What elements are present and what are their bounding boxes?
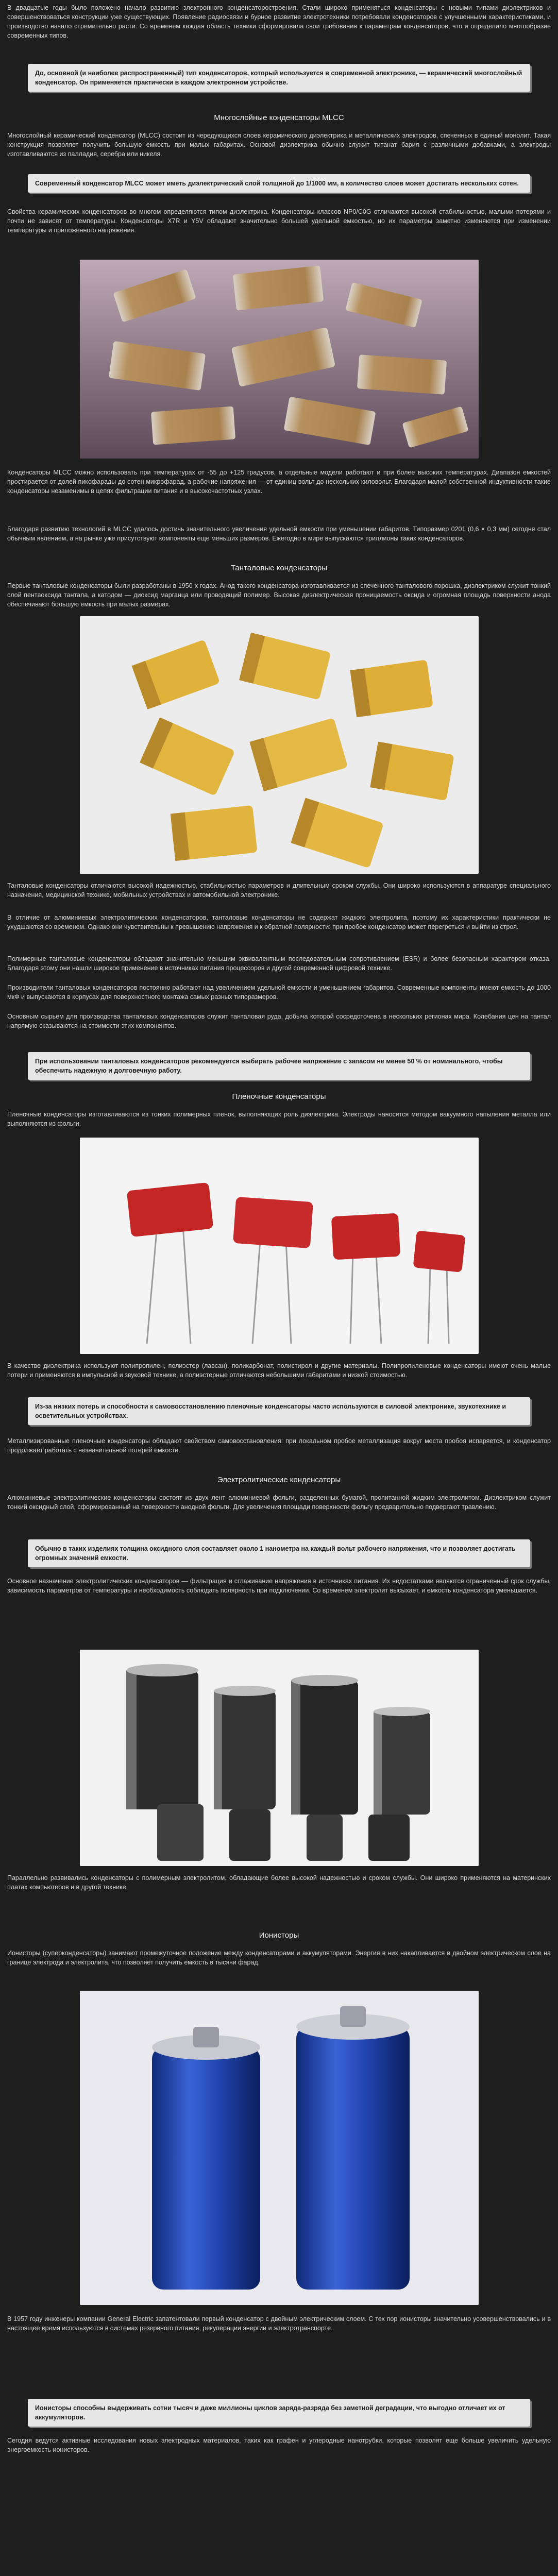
- mlcc-callout: Современный конденсатор MLCC может иметь диэлектрический слой толщиной до 1/1000 мм, а количество слоев может достигать нескольких сотен.: [28, 174, 530, 193]
- film-text-1: [7, 1110, 551, 1131]
- tantalum-text-2: [7, 881, 551, 913]
- tantalum-text-5: [7, 983, 551, 1012]
- mlcc-text-4: [7, 524, 551, 553]
- electrolytic-paragraph-1: Алюминиевые электролитические конденсаторы состоят из двух лент алюминиевой фольги, разделенных бумагой, пропитанной жидким электролитом. Диэлектриком служит тонкий оксидный слой, сформированный на поверхности анодной фольги. Для увеличения площади поверхности фольгу предварительно подвергают травлению.: [7, 1494, 551, 1511]
- mlcc-paragraph-2: Свойства керамических конденсаторов во многом определяются типом диэлектрика. Конденсаторы классов NP0/C0G отличаются высокой стабильностью, малыми потерями и почти не зависят от температуры. Конденсаторы X7R и Y5V обладают значительно большей удельной емкостью, но их параметры заметно изменяются при изменении температуры и приложенного напряжения.: [7, 208, 551, 234]
- section-title-tantalum: Танталовые конденсаторы: [230, 564, 328, 573]
- film-paragraph-2: В качестве диэлектрика используют полипропилен, полиэстер (лавсан), поликарбонат, полистирол и другие материалы. Полипропиленовые конденсаторы имеют очень малые потери и применяются в импульсной и звуковой технике, а полиэстерные отличаются небольшими габаритами и низкой стоимостью.: [7, 1362, 551, 1379]
- electrolytic-text-3: [7, 1873, 551, 1921]
- mlcc-capacitors-photo: [80, 260, 479, 459]
- section-title-electrolytic: Электролитические конденсаторы: [217, 1476, 341, 1485]
- tantalum-paragraph-4: Полимерные танталовые конденсаторы обладают значительно меньшим эквивалентным последовательным сопротивлением (ESR) и более безопасным характером отказа. Благодаря этому они нашли широкое применение в источниках питания процессоров и другой современной цифровой технике.: [7, 955, 551, 972]
- intro-block: [7, 3, 551, 53]
- tantalum-paragraph-6: Основным сырьем для производства танталовых конденсаторов служит танталовая руда, добыча которой сосредоточена в нескольких регионах мира. Колебания цен на тантал напрямую сказываются на стоимости этих компонентов.: [7, 1012, 551, 1029]
- tantalum-text-3: [7, 913, 551, 954]
- mlcc-paragraph-4: Благодаря развитию технологий в MLCC удалось достичь значительного увеличения удельной емкости при уменьшении габаритов. Типоразмер 0201 (0,6 × 0,3 мм) сегодня стал обычным явлением, а на рынке уже присутствуют компоненты еще меньших размеров. Ежегодно в мире выпускаются триллионы таких конденсаторов.: [7, 526, 551, 543]
- ionistors-text-1: [7, 1948, 551, 1985]
- tantalum-text-6: [7, 1012, 551, 1045]
- ionistors-paragraph-2: В 1957 году инженеры компании General Electric запатентовали первый конденсатор с двойным электрическим слоем. С тех пор ионисторы значительно усовершенствовались и в настоящее время используются в системах резервного питания, рекуперации энергии и электротранспорте.: [7, 2315, 551, 2332]
- tantalum-text-1: [7, 581, 551, 610]
- electrolytic-text-1: [7, 1493, 551, 1532]
- ionistors-text-3: [7, 2436, 551, 2493]
- tantalum-paragraph-1: Первые танталовые конденсаторы были разработаны в 1950-х годах. Анод такого конденсатора изготавливается из спеченного танталового порошка, диэлектриком служит тонкий слой пентаоксида тантала, а катодом — диоксид марганца или проводящий полимер. Высокая диэлектрическая проницаемость оксида и огромная площадь поверхности анода обеспечивают большую емкость при малых размерах.: [7, 582, 551, 608]
- tantalum-capacitors-photo: [80, 616, 479, 874]
- intro-callout: До, основной (и наиболее распространенный) тип конденсаторов, который используется в современной электронике, — керамический многослойный конденсатор. Он применяется практически в каждом электронном устройстве.: [28, 64, 530, 92]
- film-capacitors-photo: [80, 1138, 479, 1354]
- intro-paragraph: В двадцатые годы было положено начало развитию электронного конденсаторостроения. Стали широко применяться конденсаторы с новыми типами диэлектриков и совершенствоваться конструкции уже существующих. Появление радиосвязи и бурное развитие электротехники потребовали конденсаторов с улучшенными характеристиками, и производство начало стремительно расти. Со временем каждая область техники сформировала свои требования к параметрам конденсаторов, что и определило многообразие современных типов.: [7, 4, 551, 40]
- supercapacitors-photo: [80, 1991, 479, 2305]
- mlcc-text-3: [7, 468, 551, 524]
- film-text-2: [7, 1361, 551, 1390]
- mlcc-paragraph-3: Конденсаторы MLCC можно использовать при температурах от -55 до +125 градусов, а отдельные модели работают и при более высоких температурах. Диапазон емкостей простирается от долей пикофарады до сотен микрофарад, а рабочие напряжения — от единиц вольт до нескольких киловольт. Благодаря малой собственной индуктивности такие конденсаторы незаменимы в цепях фильтрации питания и в высокочастотных узлах.: [7, 469, 551, 495]
- mlcc-text-1: [7, 131, 551, 167]
- tantalum-text-4: [7, 954, 551, 983]
- ionistors-paragraph-1: Ионисторы (суперконденсаторы) занимают промежуточное положение между конденсаторами и аккумуляторами. Энергия в них накапливается в двойном электрическом слое на границе электрода и электролита, что позволяет получить емкость в тысячи фарад.: [7, 1949, 551, 1966]
- tantalum-callout: При использовании танталовых конденсаторов рекомендуется выбирать рабочее напряжение с запасом не менее 50 % от номинального, чтобы обеспечить надежную и долговечную работу.: [28, 1052, 530, 1080]
- tantalum-paragraph-3: В отличие от алюминиевых электролитических конденсаторов, танталовые конденсаторы не содержат жидкого электролита, поэтому их характеристики практически не ухудшаются со временем. Однако они чувствительны к превышению напряжения и к обратной полярности: при пробое конденсатор может перегреться и выйти из строя.: [7, 913, 551, 930]
- film-paragraph-1: Пленочные конденсаторы изготавливаются из тонких полимерных пленок, выполняющих роль диэлектрика. Электроды наносятся методом вакуумного напыления металла или выполняются из фольги.: [7, 1110, 551, 1127]
- electrolytic-callout: Обычно в таких изделиях толщина оксидного слоя составляет около 1 нанометра на каждый вольт рабочего напряжения, что и позволяет достигать огромных значений емкости.: [28, 1539, 530, 1567]
- tantalum-paragraph-5: Производители танталовых конденсаторов постоянно работают над увеличением удельной емкости и уменьшением габаритов. Современные компоненты имеют емкость до 1000 мкФ и выпускаются в корпусах для поверхностного монтажа самых разных типоразмеров.: [7, 984, 551, 1001]
- ionistors-paragraph-3: Сегодня ведутся активные исследования новых электродных материалов, таких как графен и углеродные нанотрубки, которые позволят еще больше увеличить удельную энергоемкость ионисторов.: [7, 2437, 551, 2454]
- film-callout: Из-за низких потерь и способности к самовосстановлению пленочные конденсаторы часто используются в силовой электронике, звукотехнике и осветительных устройствах.: [28, 1397, 530, 1425]
- film-text-3: [7, 1436, 551, 1465]
- electrolytic-capacitors-photo: [80, 1650, 479, 1866]
- electrolytic-text-2: [7, 1577, 551, 1643]
- mlcc-text-2: [7, 207, 551, 253]
- tantalum-paragraph-2: Танталовые конденсаторы отличаются высокой надежностью, стабильностью параметров и длительным сроком службы. Они широко используются в аппаратуре специального назначения, медицинской технике, мобильных устройствах и автомобильной электронике.: [7, 882, 551, 899]
- mlcc-paragraph-1: Многослойный керамический конденсатор (MLCC) состоит из чередующихся слоев керамического диэлектрика и металлических электродов, спеченных в единый монолит. Такая конструкция позволяет получить большую емкость при малых габаритах. Основой диэлектрика обычно служит титанат бария с различными добавками, а электроды изготавливаются из палладия, серебра или никеля.: [7, 132, 551, 158]
- ionistors-callout: Ионисторы способны выдерживать сотни тысяч и даже миллионы циклов заряда-разряда без заметной деградации, что выгодно отличает их от аккумуляторов.: [28, 2399, 530, 2427]
- section-title-film: Пленочные конденсаторы: [232, 1092, 326, 1101]
- section-title-ionistors: Ионисторы: [259, 1931, 299, 1940]
- electrolytic-paragraph-3: Параллельно развивались конденсаторы с полимерным электролитом, обладающие более высокой надежностью и сроком службы. Они широко применяются на материнских платах компьютеров и в другой технике.: [7, 1874, 551, 1891]
- ionistors-text-2: [7, 2314, 551, 2392]
- film-paragraph-3: Металлизированные пленочные конденсаторы обладают свойством самовосстановления: при локальном пробое металлизация вокруг места пробоя испаряется, и конденсатор продолжает работать с незначительной потерей емкости.: [7, 1437, 551, 1454]
- section-title-mlcc: Многослойные конденсаторы MLCC: [214, 113, 344, 123]
- electrolytic-paragraph-2: Основное назначение электролитических конденсаторов — фильтрация и сглаживание напряжения в источниках питания. Их недостатками являются ограниченный срок службы, зависимость параметров от температуры и необходимость соблюдать полярность при подключении. Со временем электролит высыхает, и емкость конденсатора уменьшается.: [7, 1578, 551, 1595]
